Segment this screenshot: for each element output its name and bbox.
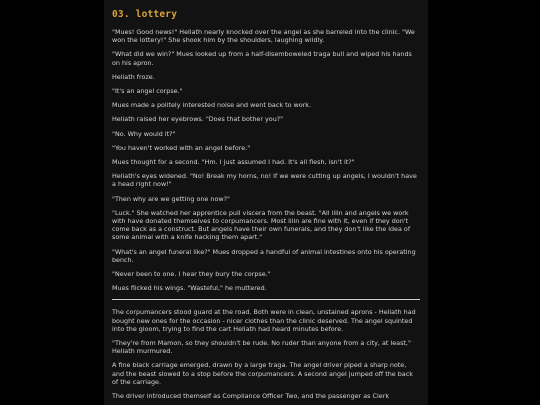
paragraph: The corpumancers stood guard at the road. Both were in clean, unstained aprons - Heliath had bought new ones for the occasion - nicer clothes than the clinic deserved. The angel squinted into the gloom, trying to find the cart Heliath had heard minutes before. xyxy=(112,308,416,333)
section-one xyxy=(112,28,420,292)
paragraph: A fine black carriage emerged, drawn by a large traga. The angel driver piped a sharp note, and the beast slowed to a stop before the corpumancers. A second angel jumped off the back of the carriage. xyxy=(112,361,413,386)
paragraph: "Mues! Good news!" Heliath nearly knocked over the angel as she barreled into the clinic. "We won the lottery!" She shook him by the shoulders, laughing wildly. xyxy=(112,28,415,45)
chapter-title: 03. lottery xyxy=(112,9,178,20)
paragraph: "It's an angel corpse." xyxy=(112,87,183,96)
chapter-content xyxy=(104,0,428,405)
paragraph: "No. Why would it?" xyxy=(112,129,176,138)
paragraph: "They're from Mamon, so they shouldn't be rude. No ruder than anyone from a city, at least," Heliath murmured. xyxy=(112,339,411,356)
paragraph: "You haven't worked with an angel before." xyxy=(112,143,251,152)
paragraph: "Luck." She watched her apprentice pull viscera from the beast. "All lilin and angels we work with have donated themselves to corpumancers. Most lilin are fine with it, even if they don't come back as a construct. But angels have their own funerals, and they don't like the idea of some animal with a knife hacking them apart." xyxy=(112,208,411,242)
paragraph: Mues flicked his wings. "Wasteful," he muttered. xyxy=(112,284,267,293)
paragraph: Mues thought for a second. "Hm. I just assumed I had. It's all flesh, isn't it?" xyxy=(112,158,355,167)
section-two xyxy=(112,308,420,400)
paragraph: Heliath froze. xyxy=(112,72,155,81)
paragraph: "What did we win?" Mues looked up from a half-disemboweled traga bull and wiped his hands on his apron. xyxy=(112,50,412,67)
paragraph: "Never been to one. I hear they bury the corpse." xyxy=(112,270,271,279)
paragraph: "Then why are we getting one now?" xyxy=(112,194,230,203)
paragraph: Heliath's eyes widened. "No! Break my horns, no! If we were cutting up angels, I wouldn't have a head right now!" xyxy=(112,172,417,189)
paragraph: "What's an angel funeral like?" Mues dropped a handful of animal intestines onto his operating bench. xyxy=(112,247,416,264)
paragraph: Heliath raised her eyebrows. "Does that bother you?" xyxy=(112,115,284,124)
paragraph: Mues made a politely interested noise and went back to work. xyxy=(112,101,312,110)
section-divider xyxy=(112,299,420,300)
paragraph: The driver introduced themself as Compliance Officer Two, and the passenger as Clerk xyxy=(112,392,390,401)
